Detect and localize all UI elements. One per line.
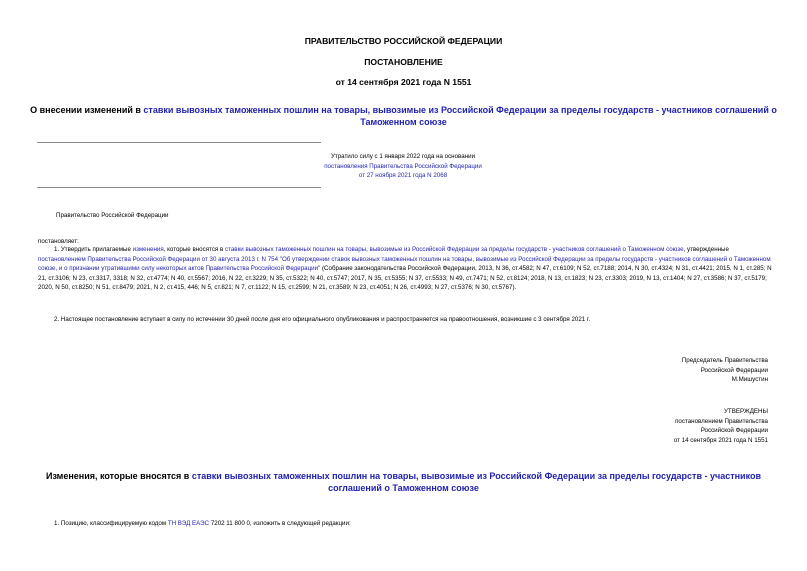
government-heading: ПРАВИТЕЛЬСТВО РОССИЙСКОЙ ФЕДЕРАЦИИ xyxy=(304,36,503,46)
approved-block xyxy=(560,407,768,445)
decrees-word: постановляет: xyxy=(38,238,79,245)
approved-date: от 14 сентября 2021 года N 1551 xyxy=(673,436,768,444)
status-link-date[interactable]: от 27 ноября 2021 года N 2068 xyxy=(358,172,448,180)
signature-country: Российской Федерации xyxy=(700,366,768,374)
p1-link-changes[interactable]: изменения xyxy=(132,246,164,253)
p1-link-resolution-754[interactable]: постановлением Правительства Российской Федерации от 30 августа 2013 г. N 754 "Об утверждении ставок вывозных таможенных пошлин на товары, вывозимые из Российской Федерации за пределы государств - участников соглашений о Таможенном союзе, и о признании утратившими силу некоторых актов Правительства Российской Федерации" xyxy=(38,255,771,273)
p1-text-a: 1. Утвердить прилагаемые xyxy=(54,246,133,253)
status-note xyxy=(300,152,506,181)
approved-title: УТВЕРЖДЕНЫ xyxy=(724,408,768,415)
title-link[interactable]: ставки вывозных таможенных пошлин на товары, вывозимые из Российской Федерации за пределы государств - участников соглашений о Таможенном союзе xyxy=(143,105,777,127)
changes-title xyxy=(30,470,777,494)
approved-country: Российской Федерации xyxy=(700,427,768,435)
paragraph-2: 2. Настоящее постановление вступает в силу по истечении 30 дней после дня его официального опубликования и распространяется на правоотношения, возникшие с 3 сентября 2021 г. xyxy=(54,316,591,323)
p1-link-rates[interactable]: ставки вывозных таможенных пошлин на товары, вывозимые из Российской Федерации за пределы государств - участников соглашений о Таможенном союзе xyxy=(225,246,684,253)
item1-text-a: 1. Позицию, классифицируемую кодом xyxy=(54,520,168,527)
signature-block xyxy=(560,356,768,385)
status-bottom-divider xyxy=(37,187,321,188)
government-name: Правительство Российской Федерации xyxy=(56,212,169,219)
item1-text-b: 7202 11 800 0, изложить в следующей редакции: xyxy=(209,520,351,527)
doc-type-heading: ПОСТАНОВЛЕНИЕ xyxy=(364,57,443,67)
signature-position: Председатель Правительства xyxy=(681,357,768,364)
status-line: Утратило силу с 1 января 2022 года на основании xyxy=(330,153,476,160)
p1-text-d: (Собрание законодательства Российской Федерации, 2013, N 36, ст.4582; N 47, ст.6109; N 52, ст.7188; 2014, N 30, ст.4324; N 31, ст.4421; 2015, N 1, ст.285; N 21, ст.3106; N 23, ст.3317, 3318; N 32, ст.4774; N 40, ст.5567; 2016, N 22, ст.3229; N 35, ст.5322; N 40, ст.5747; 2017, N 35, ст.5355; N 37, ст.5533; N 49, ст.7471; N 52, ст.8124; 2018, N 13, ст.1823; N 23, ст.3303; 2019, N 13, ст.1404; N 27, ст.3586; N 37, ст.5179; 2020, N 50, ст.8250; N 51, ст.8479; 2021, N 2, ст.415, 446; N 5, ст.821; N 7, ст.1122; N 15, ст.2599; N 21, ст.3589; N 23, ст.4051; N 26, ст.4993; N 27, ст.5376; N 30, ст.5767). xyxy=(38,265,772,292)
item1-link-tnved[interactable]: ТН ВЭД ЕАЭС xyxy=(167,520,210,527)
changes-title-prefix: Изменения, которые вносятся в xyxy=(45,471,192,481)
changes-title-link[interactable]: ставки вывозных таможенных пошлин на товары, вывозимые из Российской Федерации за пределы государств - участников соглашений о Таможенном союзе xyxy=(191,471,762,493)
approved-by: постановлением Правительства xyxy=(675,417,768,425)
p1-text-b: , которые вносятся в xyxy=(163,246,225,253)
doc-date-heading: от 14 сентября 2021 года N 1551 xyxy=(335,77,472,87)
signature-name: М.Мишустин xyxy=(731,376,768,384)
title-prefix: О внесении изменений в xyxy=(30,105,144,115)
status-top-divider xyxy=(37,142,321,143)
paragraph-1 xyxy=(38,245,772,293)
p1-text-c: , утвержденные xyxy=(683,246,729,253)
status-link-resolution[interactable]: постановления Правительства Российской Федерации xyxy=(324,162,482,170)
item-1 xyxy=(54,519,774,529)
document-title xyxy=(30,104,777,128)
